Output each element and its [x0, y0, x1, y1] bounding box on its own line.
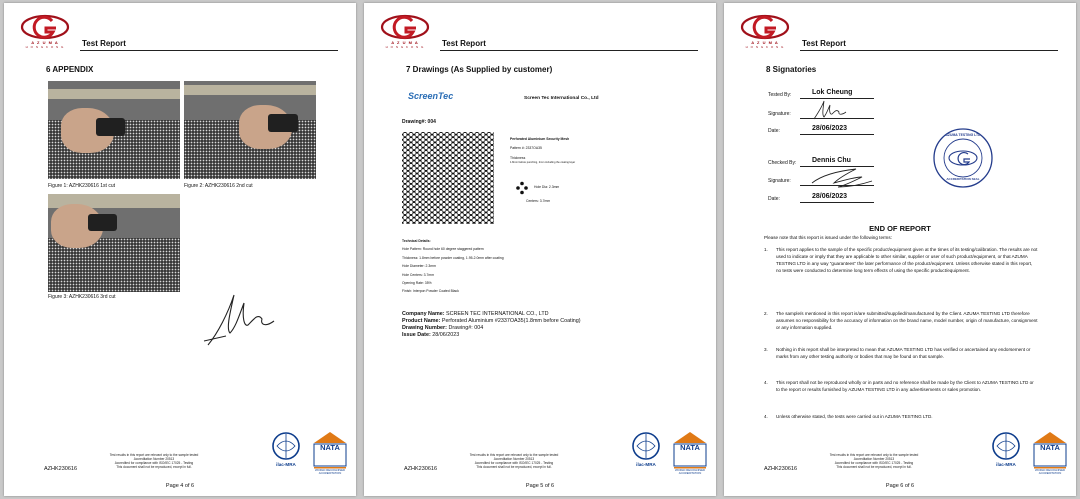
- page-header: [364, 3, 716, 58]
- nata-label: NATA: [680, 443, 700, 452]
- hole-diameter: Hole Dia: 2.3mm: [534, 185, 560, 189]
- tech-line: Thickness: 1.8mm before powder coating, 1.95-2.0mm after coating: [402, 255, 504, 260]
- clause-text: Nothing in this report shall be interpreted to mean that AZUMA TESTING LTD has verified or ascertained any endorsement or marks from any other testing authority or bodies that may be found on that sample.: [776, 347, 1031, 359]
- footer-note: Test results in this report are relevant only to the sample tested Accreditation Number 20513 Accredited for compliance with ISO/IEC 17025 - Testing This document shall not be reproduced, except in full.: [109, 453, 199, 469]
- end-of-report-title: END OF REPORT: [869, 224, 931, 233]
- underline: [800, 185, 874, 186]
- date-label: Date:: [768, 196, 780, 202]
- checked-by-value: Dennis Chu: [812, 157, 851, 164]
- signature-icon: [200, 289, 280, 351]
- tested-date-value: 28/06/2023: [812, 125, 848, 132]
- section-heading: 6 APPENDIX: [46, 65, 94, 74]
- azuma-logo-icon: [740, 13, 790, 53]
- logo-brand-text: A Z U M A: [751, 40, 779, 45]
- figure-2-caption: Figure 2: AZHK230616 2nd cut: [184, 183, 253, 189]
- clause-number: 3.: [764, 347, 768, 352]
- section-heading: 8 Signatories: [766, 65, 817, 74]
- company-label: Company Name:: [402, 311, 445, 317]
- footer-note: Test results in this report are relevant only to the sample tested Accreditation Number 20513 Accredited for compliance with ISO/IEC 17025 - Testing This document shall not be reproduced, except in full.: [469, 453, 559, 469]
- clause-number: 4.: [764, 380, 768, 385]
- logo-sub-text: H O N G K O N G: [385, 45, 425, 49]
- azuma-logo-icon: [20, 13, 70, 53]
- footer-report-id: AZHK230616: [764, 466, 798, 472]
- hole-centers: Centers: 3.7mm: [526, 199, 551, 203]
- section-heading: 7 Drawings (As Supplied by customer): [406, 65, 553, 74]
- drawing-info: [402, 311, 581, 339]
- logo-brand-text: A Z U M A: [391, 40, 419, 45]
- technical-details: [402, 237, 504, 296]
- underline: [800, 202, 874, 203]
- signature-icon: [808, 165, 878, 191]
- company-value: SCREEN TEC INTERNATIONAL CO., LTD: [446, 311, 549, 317]
- issue-date-label: Issue Date:: [402, 332, 431, 338]
- logo-sub-text: H O N G K O N G: [745, 45, 785, 49]
- report-page-5: [364, 3, 716, 496]
- report-title: Test Report: [82, 39, 126, 48]
- page-number: Page 5 of 6: [525, 483, 555, 489]
- tested-by-value: Lok Cheung: [812, 89, 853, 96]
- header-divider: [440, 50, 698, 51]
- figure-2-photo: [184, 81, 316, 179]
- tech-line: Hole Centers: 3.7mm: [402, 272, 435, 277]
- tested-by-label: Tested By:: [768, 92, 792, 98]
- drawing-number-value: Drawing#: 004: [448, 325, 484, 331]
- stamp-bottom-text: ACCREDITATION SEAL: [946, 177, 980, 181]
- ilac-label: ilac-MRA: [996, 462, 1016, 467]
- clause-number: 1.: [764, 247, 768, 252]
- page-header: [4, 3, 356, 58]
- product-value: Perforated Aluminium #2337OA35(1.8mm before Coating): [441, 318, 581, 324]
- product-label: Product Name:: [402, 318, 441, 324]
- clause-number: 4.: [764, 414, 768, 419]
- stamp-top-text: AZUMA TESTING LTD: [945, 133, 981, 137]
- tech-line: Hole Pattern: Round hole 60 degree staggered pattern: [402, 247, 484, 252]
- ilac-label: ilac-MRA: [636, 462, 656, 467]
- page-number: Page 6 of 6: [885, 483, 915, 489]
- date-label: Date:: [768, 128, 780, 134]
- figure-3-caption: Figure 3: AZHK230616 3rd cut: [48, 294, 116, 300]
- underline: [800, 134, 874, 135]
- tech-line: Hole Diameter: 2.3mm: [402, 264, 436, 269]
- report-title: Test Report: [802, 39, 846, 48]
- customer-drawing: [402, 85, 602, 317]
- figure-1-photo: [48, 81, 180, 179]
- footer-report-id: AZHK230616: [44, 466, 78, 472]
- signature-label: Signature:: [768, 178, 791, 184]
- product-title: Perforated Aluminium Security Mesh: [510, 137, 570, 141]
- tech-line: Opening Rate: 35%: [402, 281, 432, 286]
- pattern-number: Pattern #: 2337OA35: [510, 146, 542, 150]
- logo-sub-text: H O N G K O N G: [25, 45, 65, 49]
- azuma-logo-icon: [380, 13, 430, 53]
- footer-note: Test results in this report are relevant only to the sample tested Accreditation Number 20513 Accredited for compliance with ISO/IEC 17025 - Testing This document shall not be reproduced, except in full.: [829, 453, 919, 469]
- nata-label: NATA: [320, 443, 340, 452]
- signature-icon: [810, 99, 854, 123]
- signature-label: Signature:: [768, 111, 791, 117]
- header-divider: [800, 50, 1058, 51]
- nata-sub-label: WORLD RECOGNISED ACCREDITATION: [675, 468, 705, 476]
- report-page-6: [724, 3, 1076, 496]
- thickness-value: 1.8mm before punching, 2mm including the coating layer: [510, 161, 576, 164]
- page-number: Page 4 of 6: [165, 483, 195, 489]
- page-header: [724, 3, 1076, 58]
- header-divider: [80, 50, 338, 51]
- figure-3-photo: [48, 194, 180, 292]
- report-page-4: [4, 3, 356, 496]
- perforated-mesh-pattern: [402, 132, 494, 224]
- drawing-company: Screen Tec International Co., Ltd: [524, 96, 599, 101]
- screentec-logo: ScreenTec: [408, 91, 454, 101]
- tech-line: Finish: Interpon Powder Coated Black: [402, 289, 459, 294]
- ilac-label: ilac-MRA: [276, 462, 296, 467]
- footer-report-id: AZHK230616: [404, 466, 438, 472]
- hole-diagram-icon: [515, 181, 529, 195]
- drawing-number-field-label: Drawing Number:: [402, 325, 447, 331]
- clause-text: This report applies to the sample of the specific product/equipment given at the times of its testing/calibration. The results are not used to indicate or imply that they are applicable to other similar, supplier or user of such product/equipment, or that AZUMA TESTING LTD in any way "guarantees" the later performance of the product/equipment. Unless otherwise stated in this report, no tests were conducted to determine long term effects of using the specific product/equipment.: [776, 247, 1038, 273]
- tech-title: Technical Details:: [402, 239, 431, 243]
- issue-date-value: 28/06/2023: [432, 332, 460, 338]
- logo-brand-text: A Z U M A: [31, 40, 59, 45]
- nata-sub-label: WORLD RECOGNISED ACCREDITATION: [315, 468, 345, 476]
- nata-sub-label: WORLD RECOGNISED ACCREDITATION: [1035, 468, 1065, 476]
- nata-label: NATA: [1040, 443, 1060, 452]
- clause-text: Unless otherwise stated, the tests were carried out in AZUMA TESTING LTD.: [776, 414, 933, 419]
- underline: [800, 118, 874, 119]
- terms-lead: Please note that this report is issued under the following terms:: [764, 235, 892, 240]
- clause-text: This report shall not be reproduced wholly or in parts and no reference shall be made by the Client to AZUMA TESTING LTD or to the report or results furnished by AZUMA TESTING LTD in any advertisements or sales promotion.: [776, 380, 1034, 392]
- drawing-number-label: Drawing#: 004: [402, 119, 436, 125]
- clause-number: 2.: [764, 311, 768, 316]
- checked-by-label: Checked By:: [768, 160, 797, 166]
- figure-1-caption: Figure 1: AZHK230616 1st cut: [48, 183, 115, 189]
- checked-date-value: 28/06/2023: [812, 193, 848, 200]
- thickness-label: Thickness: [510, 156, 526, 160]
- report-title: Test Report: [442, 39, 486, 48]
- clause-text: The sample/s mentioned in this report is/are submitted/supplied/manufactured by the Client. AZUMA TESTING LTD therefore assumes no responsibility for the accuracy of information on the brand name, model number, origin of manufacture, consignment or any information supplied.: [776, 311, 1038, 330]
